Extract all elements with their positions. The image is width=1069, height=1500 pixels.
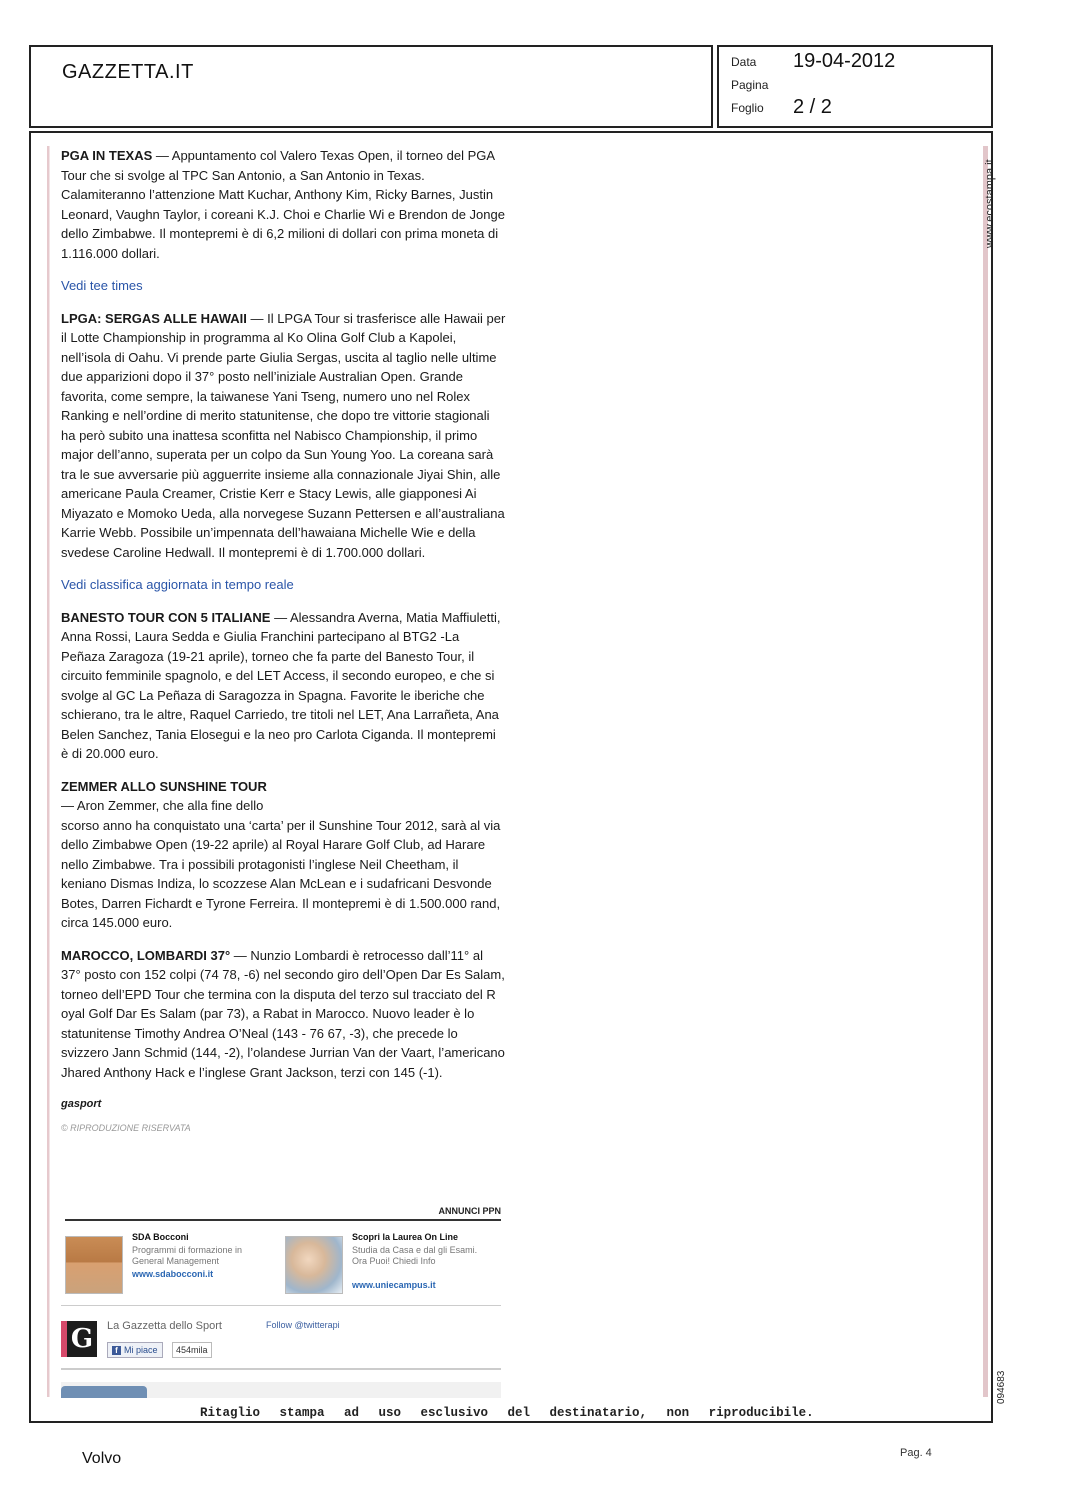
paragraph-lead: BANESTO TOUR CON 5 ITALIANE xyxy=(61,609,271,625)
copyright: © RIPRODUZIONE RISERVATA xyxy=(61,1122,191,1133)
paragraph-pga-texas xyxy=(61,146,506,263)
leaderboard-link[interactable]: Vedi classifica aggiornata in tempo reale xyxy=(61,577,294,592)
header-title-box xyxy=(29,45,713,128)
ad-image[interactable] xyxy=(285,1236,343,1294)
foglio-value: 2 / 2 xyxy=(793,96,832,118)
paragraph-lead: PGA IN TEXAS xyxy=(61,148,153,163)
gazzetta-logo[interactable]: G xyxy=(61,1321,97,1357)
social-row xyxy=(61,1305,501,1370)
ad-url[interactable]: www.sdabocconi.it xyxy=(132,1269,214,1279)
paragraph-body: scorso anno ha conquistato una ‘carta’ per il Sunshine Tour 2012, sarà al via dello Zimbabwe Open (19-22 aprile) al Royal Harare Golf Club, ad Harare nello Zimbabwe. Tra i possibili protagonisti l’inglese Neil Cheetham, il keniano Dismas Indiza, lo scozzese Alan McLean e i sudafricani Desvonde Botes, Darren Fichardt e Tyrone Ferreira. Il montepremi è di 1.500.000 rand, circa 145.000 euro. xyxy=(61,817,501,930)
twitter-follow-link[interactable]: Follow @twitterapi xyxy=(266,1320,340,1330)
publication-title: GAZZETTA.IT xyxy=(62,61,194,83)
gazzetta-name[interactable]: La Gazzetta dello Sport xyxy=(107,1320,222,1332)
paragraph-body: — Alessandra Averna, Matia Maffiuletti, Anna Rossi, Laura Sedda e Giulia Franchini partecipano al BTG2 -La Peñaza Zaragoza (19-21 aprile), torneo che fa parte del Banesto Tour, il circuito femminile spagnolo, e del LET Access, il secondo europeo, e che si svolge al GC La Peñaza di Saragozza in Spagna. Favorite le iberiche che schierano, tra le altre, Raquel Carriedo, tre titoli nel LET, Ana Larrañeta, Ana Belen Sanchez, Tania Elosegui e la neo pro Carlota Ciganda. Il montepremi è di 20.000 euro. xyxy=(61,609,501,761)
data-label: Data xyxy=(731,55,757,69)
ad-image[interactable] xyxy=(65,1236,123,1294)
signature: gasport xyxy=(61,1098,102,1110)
paragraph-lead: LPGA: SERGAS ALLE HAWAII xyxy=(61,310,247,326)
page-number: Pag. 4 xyxy=(900,1447,932,1459)
article xyxy=(61,146,506,1138)
ad-title[interactable]: SDA Bocconi xyxy=(132,1232,189,1242)
side-code: 094683 xyxy=(996,1370,1007,1404)
facebook-icon: f xyxy=(112,1346,121,1355)
paragraph-line: — Aron Zemmer, che alla fine dello xyxy=(61,798,264,813)
tee-times-link[interactable]: Vedi tee times xyxy=(61,278,143,293)
ad-description: Studia da Casa e dal gli Esami. Ora Puoi! Chiedi Info xyxy=(352,1245,478,1266)
banner-tab xyxy=(61,1386,147,1398)
ads-heading: ANNUNCI PPN xyxy=(65,1206,501,1221)
paragraph-marocco xyxy=(61,946,506,1083)
foglio-label: Foglio xyxy=(731,101,764,115)
paragraph-lpga xyxy=(61,309,506,563)
ad-description: Programmi di formazione in General Management xyxy=(132,1245,243,1266)
paragraph-body: — Il LPGA Tour si trasferisce alle Hawaii per il Lotte Championship in programma al Ko Olina Golf Club a Kapolei, nell’isola di Oahu. Vi prende parte Giulia Sergas, uscita al taglio nelle ultime due apparizioni dopo il 37° posto nell’iniziale Australian Open. Grande favorita, come sempre, la taiwanese Yani Tseng, numero uno nel Rolex Ranking e nell’ordine di merito statunitense, che dopo tre vittorie stagionali ha però subito una inattesa sconfitta nel Nabisco Championship, il primo major dell’anno, superata per un colpo da Sun Young Yoo. La coreana sarà tra le sue avversarie più agguerrite insieme alla connazionale Jiyai Shin, alle americane Paula Creamer, Cristie Kerr e Stacy Lewis, alle giapponesi Ai Miyazato e Momoko Ueda, alla norvegese Suzann Pettersen e all’australiana Karrie Webb. Possibile un’impennata dell’hawaiana Michelle Wie e della svedese Caroline Hedwall. Il montepremi è di 1.700.000 dollari. xyxy=(61,310,506,560)
truncated-banner xyxy=(61,1382,501,1398)
like-label: Mi piace xyxy=(124,1345,158,1355)
ad-title[interactable]: Scopri la Laurea On Line xyxy=(352,1232,459,1242)
ads-block xyxy=(65,1206,501,1290)
paragraph-banesto xyxy=(61,608,506,764)
header-meta-box xyxy=(717,45,993,128)
ad-url[interactable]: www.uniecampus.it xyxy=(352,1280,436,1290)
paragraph-body: — Appuntamento col Valero Texas Open, il torneo del PGA Tour che si svolge al TPC San Antonio, a San Antonio in Texas. Calamiteranno l’attenzione Matt Kuchar, Anthony Kim, Ricky Barnes, Justin Leonard, Vaughn Taylor, i coreani K.J. Choi e Charlie Wi e Brendon de Jonge dello Zimbabwe. Il montepremi è di 6,2 milioni di dollari con prima moneta di 1.116.000 dollari. xyxy=(61,148,505,261)
like-count: 454mila xyxy=(172,1342,212,1358)
paragraph-body: — Nunzio Lombardi è retrocesso dall’11° al 37° posto con 152 colpi (74 78, -6) nel secondo giro dell’Open Dar Es Salam, torneo dell’EPD Tour che termina con la disputa del terzo sul tracciato del R oyal Golf Dar Es Salam (par 73), a Rabat in Marocco. Nuovo leader è lo statunitense Timothy Andrea O’Neal (143 - 76 67, -3), che precede lo svizzero Jann Schmid (144, -2), l’olandese Jurrian Van der Vaart, l’americano Jhared Anthony Hack e l’inglese Grant Jackson, terzi con 145 (-1). xyxy=(61,947,505,1080)
side-url: www.ecostampa.it xyxy=(984,159,996,248)
paragraph-zemmer xyxy=(61,777,506,933)
data-value: 19-04-2012 xyxy=(793,50,896,72)
client-name: Volvo xyxy=(82,1450,122,1467)
paragraph-lead: ZEMMER ALLO SUNSHINE TOUR xyxy=(61,778,267,794)
pagina-label: Pagina xyxy=(731,78,769,92)
facebook-like-button[interactable] xyxy=(107,1342,163,1358)
clipping-notice: Ritaglio stampa ad uso esclusivo del destinatario, non riproducibile. xyxy=(200,1406,814,1420)
paragraph-lead: MAROCCO, LOMBARDI 37° xyxy=(61,947,231,963)
